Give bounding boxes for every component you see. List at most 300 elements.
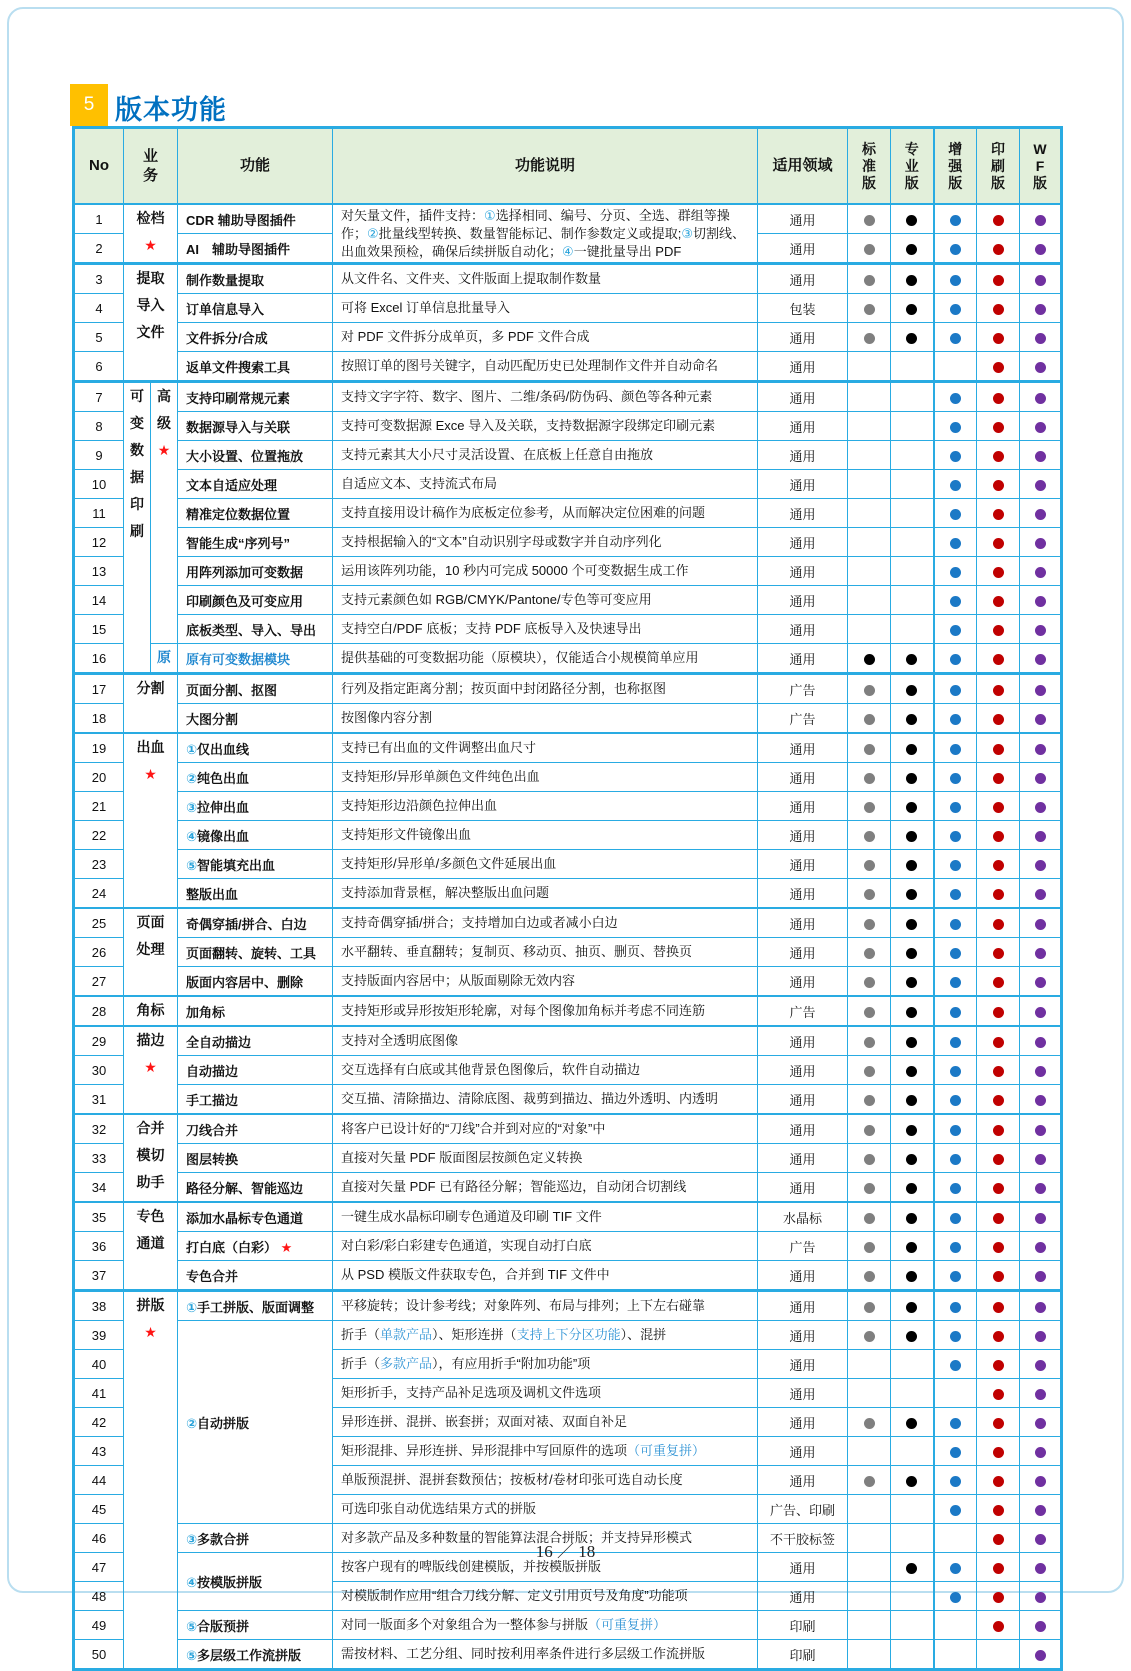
- version-support-cell: [977, 967, 1020, 997]
- row-number: 13: [74, 557, 124, 586]
- domain-cell: 通用: [758, 470, 848, 499]
- feature-dot: [1035, 538, 1046, 549]
- version-support-cell: [1020, 704, 1062, 734]
- business-label: 专色: [136, 1208, 165, 1224]
- version-support-cell: [977, 674, 1020, 704]
- function-label: 纯色出血: [197, 770, 250, 786]
- version-support-cell: [977, 528, 1020, 557]
- version-support-cell: [977, 1056, 1020, 1085]
- feature-dot: [906, 802, 917, 813]
- version-support-cell: [848, 1202, 891, 1232]
- version-support-cell: [1020, 294, 1062, 323]
- feature-dot: [1035, 831, 1046, 842]
- version-support-cell: [891, 264, 934, 294]
- business-label: 拼版: [136, 1297, 165, 1313]
- version-support-cell: [977, 644, 1020, 674]
- function-cell: [178, 996, 333, 1026]
- table-row: [74, 821, 1062, 850]
- feature-dot: [993, 1154, 1004, 1165]
- function-label: 自动拼版: [197, 1415, 250, 1431]
- version-support-cell: [977, 1232, 1020, 1261]
- row-number: 14: [74, 586, 124, 615]
- feature-dot: [993, 625, 1004, 636]
- business-label: 合并: [136, 1120, 165, 1136]
- row-number: 7: [74, 382, 124, 412]
- feature-dot: [864, 1271, 875, 1282]
- star-marker: ★: [277, 1239, 293, 1255]
- feature-dot: [993, 889, 1004, 900]
- domain-cell: 通用: [758, 1291, 848, 1321]
- business-label: 通道: [136, 1235, 165, 1251]
- feature-dot: [1035, 625, 1046, 636]
- row-number: 37: [74, 1261, 124, 1291]
- version-support-cell: [1020, 264, 1062, 294]
- feature-dot: [1035, 393, 1046, 404]
- feature-dot: [864, 215, 875, 226]
- description-cell: 直接对矢量 PDF 已有路径分解；智能巡边，自动闭合切割线: [333, 1173, 758, 1203]
- domain-cell: 通用: [758, 586, 848, 615]
- function-cell: [178, 644, 333, 674]
- circled-number: ③: [186, 1531, 198, 1547]
- domain-cell: 通用: [758, 1056, 848, 1085]
- feature-dot: [906, 215, 917, 226]
- function-cell: [178, 441, 333, 470]
- feature-dot: [906, 1476, 917, 1487]
- version-support-cell: [848, 352, 891, 382]
- feature-dot: [950, 215, 961, 226]
- function-label: CDR 辅助导图插件: [186, 212, 296, 228]
- version-support-cell: [848, 733, 891, 763]
- version-support-cell: [848, 821, 891, 850]
- description-cell: 支持添加背景框，解决整版出血问题: [333, 879, 758, 909]
- feature-dot: [950, 1447, 961, 1458]
- version-support-cell: [1020, 850, 1062, 879]
- version-support-cell: [891, 1114, 934, 1144]
- version-support-cell: [1020, 1114, 1062, 1144]
- version-support-cell: [934, 792, 977, 821]
- function-cell: [178, 1056, 333, 1085]
- table-row: [74, 441, 1062, 470]
- feature-dot: [864, 275, 875, 286]
- version-support-cell: [934, 412, 977, 441]
- version-support-cell: [891, 470, 934, 499]
- feature-dot: [993, 1389, 1004, 1400]
- feature-dot: [906, 1331, 917, 1342]
- version-support-cell: [977, 1085, 1020, 1115]
- feature-dot: [1035, 1302, 1046, 1313]
- version-support-cell: [1020, 1379, 1062, 1408]
- star-marker: ★: [157, 442, 171, 458]
- feature-dot: [906, 744, 917, 755]
- version-support-cell: [848, 264, 891, 294]
- version-support-cell: [891, 967, 934, 997]
- function-label: 打白底（白彩）: [186, 1239, 278, 1255]
- row-number: 34: [74, 1173, 124, 1203]
- version-support-cell: [1020, 644, 1062, 674]
- row-number: 32: [74, 1114, 124, 1144]
- col-header-version-3: 增 强 版: [934, 128, 977, 205]
- circled-number: ④: [186, 1575, 198, 1590]
- version-support-cell: [1020, 382, 1062, 412]
- version-support-cell: [891, 1466, 934, 1495]
- version-support-cell: [848, 1085, 891, 1115]
- circled-number: ①: [186, 1299, 198, 1315]
- business-label: 印: [130, 496, 144, 512]
- section-header: [70, 84, 227, 126]
- version-support-cell: [977, 704, 1020, 734]
- feature-dot: [906, 773, 917, 784]
- function-cell: [178, 1232, 333, 1261]
- feature-dot: [1035, 1183, 1046, 1194]
- function-cell: [178, 1640, 333, 1670]
- version-support-cell: [891, 938, 934, 967]
- version-support-cell: [934, 1379, 977, 1408]
- version-support-cell: [1020, 615, 1062, 644]
- circled-number: ①: [186, 741, 198, 757]
- description-cell: 支持矩形或异形按矩形轮廓，对每个图像加角标并考虑不同连筋: [333, 996, 758, 1026]
- feature-dot: [1035, 1242, 1046, 1253]
- feature-dot: [993, 333, 1004, 344]
- table-row: [74, 792, 1062, 821]
- function-cell: [178, 204, 333, 234]
- version-support-cell: [848, 1379, 891, 1408]
- feature-dot: [864, 685, 875, 696]
- version-support-cell: [1020, 352, 1062, 382]
- row-number: 46: [74, 1524, 124, 1553]
- feature-dot: [1035, 948, 1046, 959]
- version-support-cell: [977, 441, 1020, 470]
- version-support-cell: [1020, 1291, 1062, 1321]
- function-label: 多款合拼: [197, 1531, 250, 1547]
- version-support-cell: [1020, 412, 1062, 441]
- description-text: 矩形混排、异形连拼、异形混排中写回原件的选项: [341, 1443, 628, 1458]
- feature-dot: [1035, 1125, 1046, 1136]
- function-label: 数据源导入与关联: [186, 419, 291, 435]
- feature-dot: [993, 362, 1004, 373]
- table-row: [74, 1085, 1062, 1115]
- features-table: [72, 126, 1063, 1671]
- version-support-cell: [977, 204, 1020, 234]
- version-support-cell: [1020, 1261, 1062, 1291]
- version-support-cell: [891, 586, 934, 615]
- domain-cell: 通用: [758, 1350, 848, 1379]
- function-cell: [178, 821, 333, 850]
- function-label: 精准定位数据位置: [186, 506, 291, 522]
- version-support-cell: [934, 733, 977, 763]
- business-cell: [124, 204, 178, 264]
- feature-dot: [906, 948, 917, 959]
- feature-dot: [993, 744, 1004, 755]
- function-label: 支持印刷常规元素: [186, 390, 291, 406]
- version-support-cell: [848, 1495, 891, 1524]
- version-support-cell: [934, 264, 977, 294]
- version-support-cell: [848, 499, 891, 528]
- function-label: 版面内容居中、删除: [186, 974, 304, 990]
- version-support-cell: [977, 1173, 1020, 1203]
- section-number-badge: 5: [70, 84, 108, 126]
- feature-dot: [1035, 596, 1046, 607]
- version-support-cell: [1020, 967, 1062, 997]
- version-support-cell: [848, 1232, 891, 1261]
- feature-dot: [1035, 275, 1046, 286]
- version-support-cell: [891, 1291, 934, 1321]
- row-number: 31: [74, 1085, 124, 1115]
- table-row: [74, 850, 1062, 879]
- feature-dot: [993, 773, 1004, 784]
- business-label: 高: [157, 388, 171, 404]
- version-support-cell: [934, 1350, 977, 1379]
- feature-dot: [993, 1095, 1004, 1106]
- domain-cell: 通用: [758, 1114, 848, 1144]
- version-support-cell: [934, 1495, 977, 1524]
- feature-dot: [1035, 215, 1046, 226]
- feature-dot: [906, 275, 917, 286]
- version-support-cell: [848, 412, 891, 441]
- function-cell: [178, 234, 333, 264]
- feature-dot: [993, 860, 1004, 871]
- domain-cell: 通用: [758, 528, 848, 557]
- version-support-cell: [1020, 1202, 1062, 1232]
- version-support-cell: [891, 294, 934, 323]
- version-support-cell: [1020, 1582, 1062, 1611]
- table-row: [74, 499, 1062, 528]
- version-support-cell: [977, 1291, 1020, 1321]
- function-label: 手工拼版、版面调整: [197, 1299, 315, 1315]
- function-label: 返单文件搜索工具: [186, 359, 291, 375]
- version-support-cell: [848, 1611, 891, 1640]
- table-row: [74, 528, 1062, 557]
- domain-cell: 通用: [758, 1408, 848, 1437]
- version-support-cell: [977, 412, 1020, 441]
- domain-cell: 通用: [758, 412, 848, 441]
- function-cell: [178, 382, 333, 412]
- function-cell: [178, 763, 333, 792]
- version-support-cell: [934, 1408, 977, 1437]
- version-support-cell: [934, 204, 977, 234]
- feature-dot: [1035, 919, 1046, 930]
- version-support-cell: [977, 850, 1020, 879]
- version-support-cell: [891, 1350, 934, 1379]
- version-support-cell: [848, 792, 891, 821]
- version-support-cell: [1020, 996, 1062, 1026]
- business-label: 原: [157, 649, 171, 665]
- version-support-cell: [1020, 938, 1062, 967]
- circled-number: ⑤: [186, 1618, 198, 1634]
- feature-dot: [950, 831, 961, 842]
- business-label: 变: [130, 415, 144, 431]
- version-support-cell: [848, 879, 891, 909]
- version-support-cell: [934, 1291, 977, 1321]
- feature-dot: [950, 1271, 961, 1282]
- table-row: [74, 1056, 1062, 1085]
- version-support-cell: [934, 1640, 977, 1670]
- function-cell: [178, 792, 333, 821]
- version-support-cell: [977, 996, 1020, 1026]
- function-label: 专色合并: [186, 1268, 239, 1284]
- function-cell: [178, 499, 333, 528]
- business-cell: [124, 908, 178, 996]
- function-label: 镜像出血: [197, 828, 250, 844]
- business-label: 据: [130, 469, 144, 485]
- feature-dot: [993, 1476, 1004, 1487]
- version-support-cell: [891, 615, 934, 644]
- version-support-cell: [891, 1056, 934, 1085]
- domain-cell: 通用: [758, 1321, 848, 1350]
- feature-dot: [950, 1302, 961, 1313]
- feature-dot: [993, 215, 1004, 226]
- feature-dot: [950, 1476, 961, 1487]
- feature-dot: [950, 333, 961, 344]
- feature-dot: [993, 1066, 1004, 1077]
- domain-cell: 通用: [758, 938, 848, 967]
- domain-cell: 水晶标: [758, 1202, 848, 1232]
- version-support-cell: [977, 1611, 1020, 1640]
- feature-dot: [864, 1331, 875, 1342]
- feature-dot: [950, 422, 961, 433]
- version-support-cell: [848, 1291, 891, 1321]
- domain-cell: 广告: [758, 996, 848, 1026]
- feature-dot: [1035, 1154, 1046, 1165]
- function-label: 智能生成“序列号”: [186, 535, 291, 551]
- page-title: 版本功能: [115, 95, 227, 125]
- description-text: ）、混拼: [620, 1327, 667, 1342]
- domain-cell: 印刷: [758, 1640, 848, 1670]
- version-support-cell: [934, 323, 977, 352]
- version-support-cell: [848, 204, 891, 234]
- version-support-cell: [891, 733, 934, 763]
- version-support-cell: [848, 1026, 891, 1056]
- business-cell: [124, 264, 178, 382]
- version-support-cell: [891, 1495, 934, 1524]
- domain-cell: 通用: [758, 234, 848, 264]
- version-support-cell: [934, 615, 977, 644]
- business-label: 文件: [136, 324, 165, 340]
- feature-dot: [1035, 1331, 1046, 1342]
- version-support-cell: [848, 674, 891, 704]
- business-cell: [124, 1114, 178, 1202]
- feature-dot: [950, 1007, 961, 1018]
- version-support-cell: [977, 1495, 1020, 1524]
- description-text: ）、矩形连拼（: [432, 1327, 517, 1342]
- row-number: 38: [74, 1291, 124, 1321]
- description-cell: 按照订单的图号关键字，自动匹配历史已处理制作文件并自动命名: [333, 352, 758, 382]
- feature-dot: [1035, 304, 1046, 315]
- function-cell: [178, 615, 333, 644]
- feature-dot: [993, 1213, 1004, 1224]
- feature-dot: [950, 773, 961, 784]
- description-cell: 从文件名、文件夹、文件版面上提取制作数量: [333, 264, 758, 294]
- function-label: 加角标: [186, 1004, 226, 1020]
- function-cell: [178, 1144, 333, 1173]
- function-cell: [178, 1085, 333, 1115]
- version-support-cell: [977, 557, 1020, 586]
- feature-dot: [993, 567, 1004, 578]
- table-row: [74, 586, 1062, 615]
- table-row: [74, 264, 1062, 294]
- feature-dot: [1035, 685, 1046, 696]
- business-cell: [124, 996, 178, 1026]
- domain-cell: 通用: [758, 644, 848, 674]
- feature-dot: [950, 1125, 961, 1136]
- version-support-cell: [934, 763, 977, 792]
- table-row: [74, 1232, 1062, 1261]
- feature-dot: [864, 1183, 875, 1194]
- feature-dot: [993, 1331, 1004, 1342]
- table-row: [74, 1321, 1062, 1350]
- business-cell: [124, 733, 178, 908]
- feature-dot: [950, 304, 961, 315]
- feature-dot: [993, 480, 1004, 491]
- feature-dot: [993, 422, 1004, 433]
- business-label: 助手: [136, 1174, 165, 1190]
- feature-dot: [993, 393, 1004, 404]
- domain-cell: 通用: [758, 323, 848, 352]
- feature-dot: [864, 860, 875, 871]
- function-cell: [178, 323, 333, 352]
- version-support-cell: [848, 1408, 891, 1437]
- feature-dot: [950, 948, 961, 959]
- feature-dot: [864, 1476, 875, 1487]
- domain-cell: 通用: [758, 352, 848, 382]
- feature-dot: [993, 1183, 1004, 1194]
- circled-number: ⑤: [186, 857, 198, 873]
- feature-dot: [864, 831, 875, 842]
- version-support-cell: [1020, 1611, 1062, 1640]
- version-support-cell: [934, 1437, 977, 1466]
- row-number: 3: [74, 264, 124, 294]
- feature-dot: [1035, 1037, 1046, 1048]
- version-support-cell: [1020, 1350, 1062, 1379]
- version-support-cell: [977, 323, 1020, 352]
- feature-dot: [1035, 802, 1046, 813]
- domain-cell: 通用: [758, 1379, 848, 1408]
- feature-dot: [1035, 1621, 1046, 1632]
- feature-dot: [950, 919, 961, 930]
- circled-number: ②: [186, 770, 198, 786]
- table-row: [74, 644, 1062, 674]
- version-support-cell: [891, 1611, 934, 1640]
- description-cell: 可将 Excel 订单信息批量导入: [333, 294, 758, 323]
- version-support-cell: [891, 382, 934, 412]
- row-number: 9: [74, 441, 124, 470]
- highlighted-text: （可重复拼）: [588, 1617, 667, 1632]
- version-support-cell: [934, 1582, 977, 1611]
- version-support-cell: [1020, 1173, 1062, 1203]
- version-support-cell: [934, 1056, 977, 1085]
- row-number: 48: [74, 1582, 124, 1611]
- feature-dot: [906, 831, 917, 842]
- description-text: 一键批量导出 PDF: [573, 243, 682, 259]
- version-support-cell: [977, 763, 1020, 792]
- description-cell: 支持根据输入的“文本”自动识别字母或数字并自动序列化: [333, 528, 758, 557]
- highlighted-text: ③: [681, 225, 693, 241]
- feature-dot: [1035, 1389, 1046, 1400]
- row-number: 6: [74, 352, 124, 382]
- feature-dot: [906, 1154, 917, 1165]
- function-label: 页面翻转、旋转、工具: [186, 945, 317, 961]
- version-support-cell: [1020, 763, 1062, 792]
- business-label: 处理: [136, 941, 165, 957]
- table-row: [74, 470, 1062, 499]
- feature-dot: [906, 654, 917, 665]
- domain-cell: 通用: [758, 821, 848, 850]
- table-body: [74, 204, 1062, 1670]
- version-support-cell: [934, 1114, 977, 1144]
- row-number: 4: [74, 294, 124, 323]
- version-support-cell: [934, 352, 977, 382]
- feature-dot: [864, 244, 875, 255]
- version-support-cell: [891, 557, 934, 586]
